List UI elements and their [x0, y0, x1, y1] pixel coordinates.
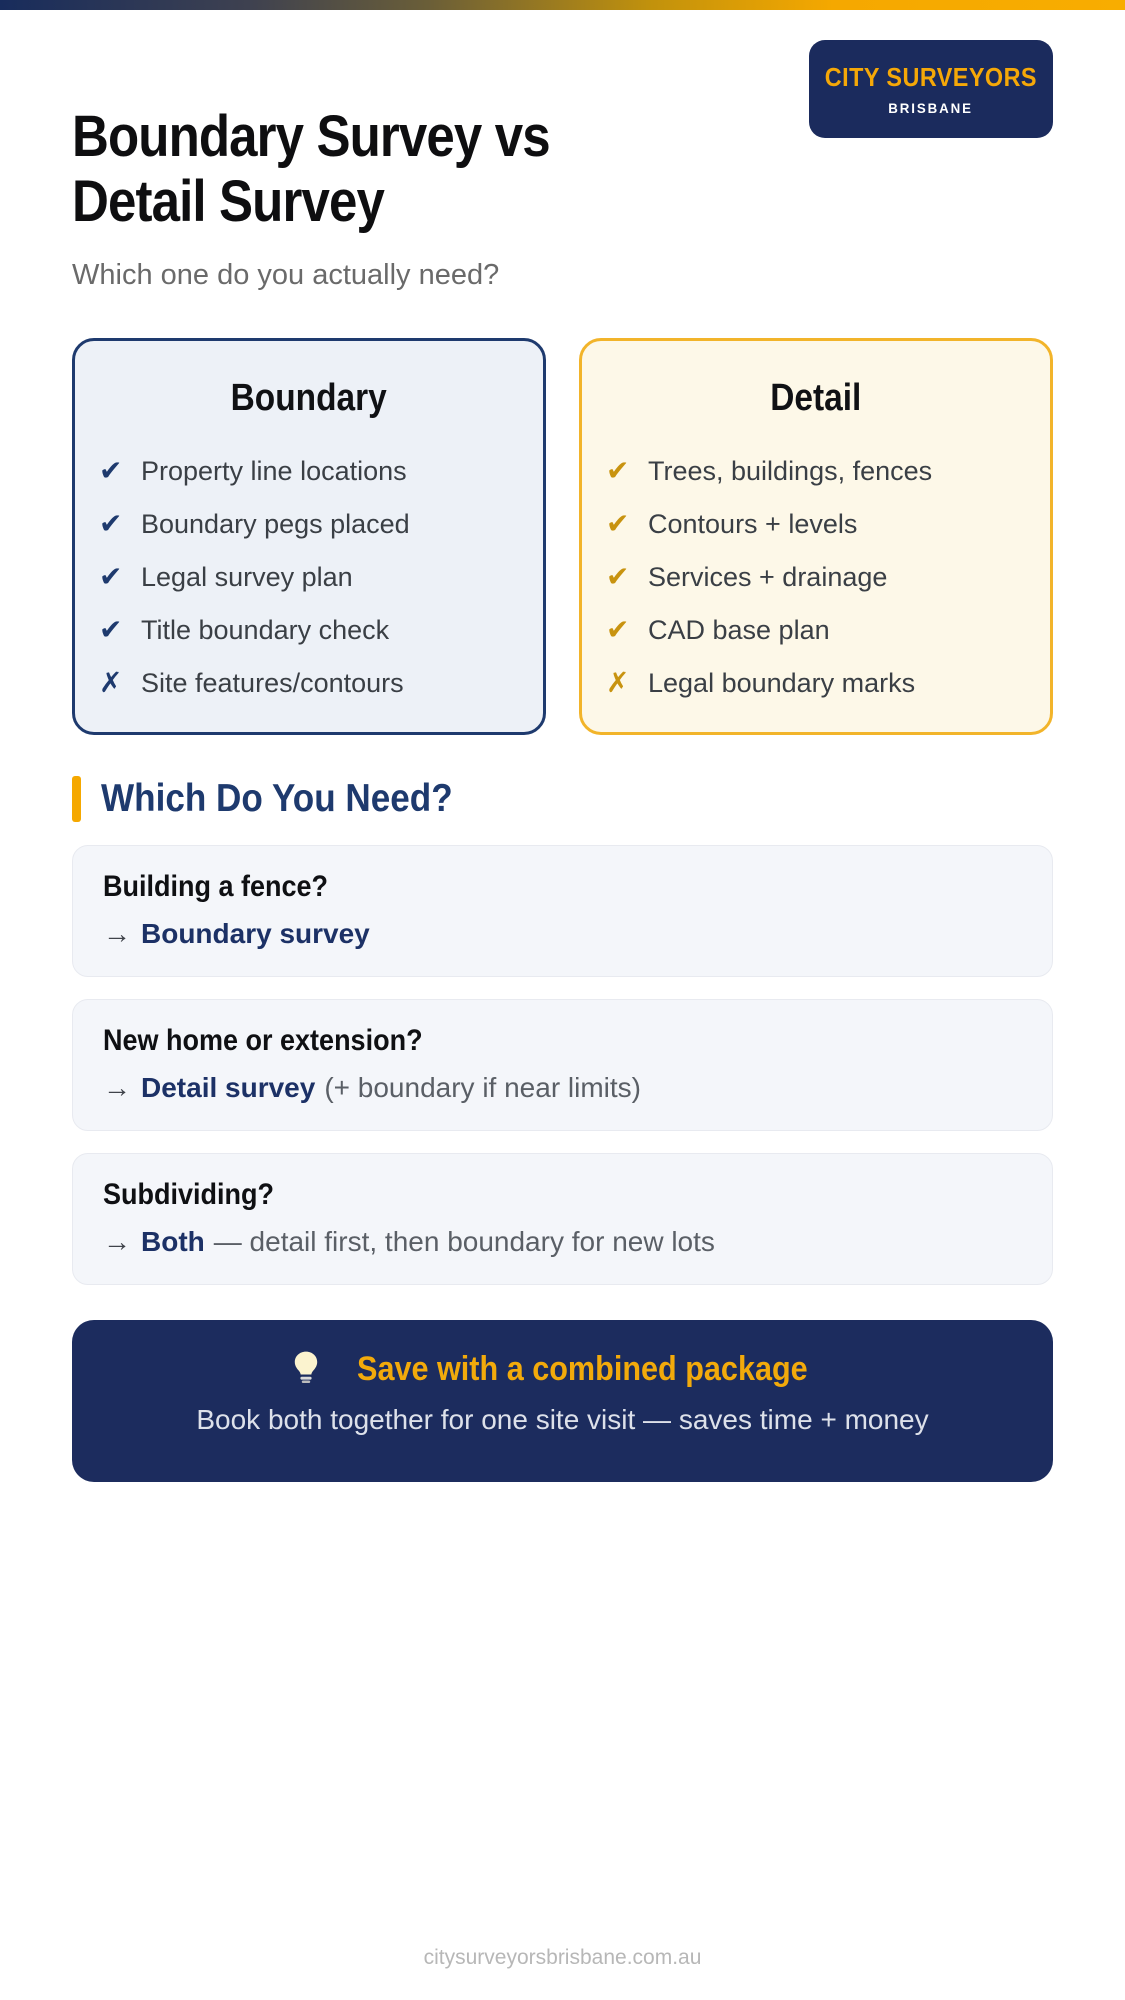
check-icon: ✔	[606, 613, 630, 645]
check-icon: ✔	[606, 454, 630, 486]
page-title-line2: Detail Survey	[72, 168, 384, 234]
list-item	[606, 666, 1026, 699]
lightbulb-icon	[292, 1350, 320, 1389]
list-item	[606, 560, 1026, 593]
question-title: Building a fence?	[103, 869, 329, 903]
comparison-section	[72, 338, 1053, 735]
list-item-label: Legal boundary marks	[648, 667, 916, 698]
detail-card	[579, 338, 1053, 735]
arrow-icon: →	[103, 1071, 131, 1103]
list-item-label: Boundary pegs placed	[141, 508, 410, 539]
answer-rest: — detail first, then boundary for new lots	[213, 1225, 715, 1257]
list-item-label: Trees, buildings, fences	[648, 455, 933, 486]
check-icon: ✔	[606, 507, 630, 539]
list-item-label: Contours + levels	[648, 508, 858, 539]
list-item	[606, 507, 1026, 540]
list-item-label: Legal survey plan	[141, 561, 353, 592]
boundary-card-title: Boundary	[230, 376, 388, 419]
list-item-label: Title boundary check	[141, 614, 390, 645]
boundary-card	[72, 338, 546, 735]
check-icon: ✔	[99, 507, 123, 539]
page-title-line1: Boundary Survey vs	[72, 104, 550, 169]
cross-icon: ✗	[606, 666, 630, 698]
top-accent-bar	[0, 0, 1125, 10]
check-icon: ✔	[606, 560, 630, 592]
list-item	[99, 560, 519, 593]
page-title	[72, 105, 688, 235]
question-card-subdividing	[72, 1153, 1053, 1285]
cross-icon: ✗	[99, 666, 123, 698]
arrow-icon: →	[103, 917, 131, 949]
question-card-fence	[72, 845, 1053, 977]
answer-strong: Detail survey	[141, 1071, 316, 1103]
question-title: Subdividing?	[103, 1177, 274, 1211]
list-item-label: CAD base plan	[648, 614, 830, 645]
answer-rest: (+ boundary if near limits)	[324, 1071, 642, 1103]
brand-name: CITY SURVEYORS	[824, 62, 1038, 92]
list-item	[606, 454, 1026, 487]
brand-location: BRISBANE	[888, 100, 974, 116]
cta-heading-row	[72, 1350, 1053, 1389]
combined-package-banner	[72, 1320, 1053, 1482]
accent-bar	[72, 776, 81, 822]
check-icon: ✔	[99, 613, 123, 645]
question-answer	[103, 918, 1022, 950]
section-heading: Which Do You Need?	[101, 776, 453, 820]
question-answer	[103, 1226, 1022, 1258]
question-answer	[103, 1072, 1022, 1104]
list-item	[99, 507, 519, 540]
list-item-label: Property line locations	[141, 455, 407, 486]
list-item	[99, 454, 519, 487]
question-title: New home or extension?	[103, 1023, 423, 1057]
footer-url: citysurveyorsbrisbane.com.au	[423, 1946, 702, 1969]
arrow-icon: →	[103, 1225, 131, 1257]
list-item-label: Services + drainage	[648, 561, 888, 592]
cta-heading: Save with a combined package	[357, 1349, 808, 1388]
list-item	[99, 666, 519, 699]
check-icon: ✔	[99, 454, 123, 486]
check-icon: ✔	[99, 560, 123, 592]
answer-strong: Boundary survey	[141, 917, 370, 949]
list-item	[606, 613, 1026, 646]
section-heading-row	[72, 775, 1053, 823]
list-item	[99, 613, 519, 646]
detail-card-title: Detail	[770, 376, 862, 419]
page-subtitle: Which one do you actually need?	[72, 258, 500, 291]
question-card-new-home	[72, 999, 1053, 1131]
list-item-label: Site features/contours	[141, 667, 404, 698]
answer-strong: Both	[141, 1225, 205, 1257]
cta-body: Book both together for one site visit — saves time + money	[196, 1403, 929, 1435]
